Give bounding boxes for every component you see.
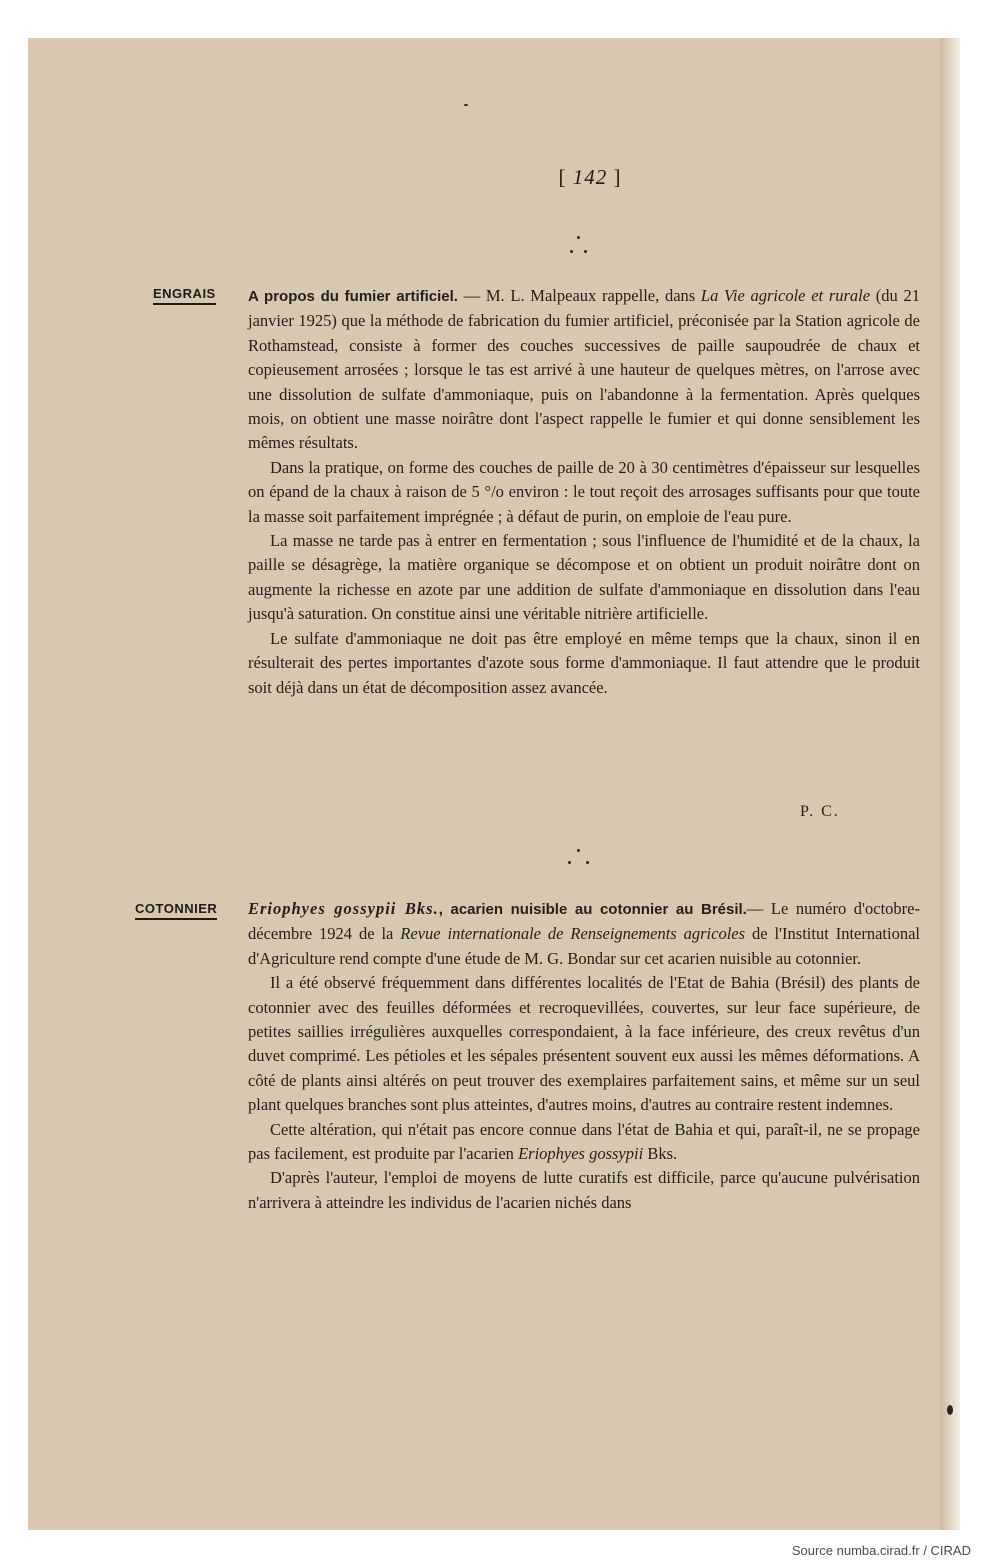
ink-speck xyxy=(947,1405,953,1415)
section-label-cotonnier: COTONNIER xyxy=(135,901,217,920)
engrais-paragraph-2: Dans la pratique, on forme des couches de paille de 20 à 30 centimètres d'épaisseur sur lesquelles on épand de la chaux à raison de 5 °/o environ : le tout reçoit des arrosages suffisants pour que toute la masse soit parfaitement imprégnée ; à défaut de purin, on emploie de l'eau pure. xyxy=(248,457,920,526)
ink-speck xyxy=(464,104,468,106)
engrais-title: A propos du fumier artificiel. xyxy=(248,288,458,305)
engrais-journal: La Vie agricole et rurale xyxy=(700,286,871,305)
cotonnier-article xyxy=(248,897,920,1215)
engrais-signature: P. C. xyxy=(800,803,840,820)
scan-margin xyxy=(0,0,28,1566)
section-label-engrais: ENGRAIS xyxy=(153,286,216,305)
cotonnier-species-title: Eriophyes gossypii Bks. xyxy=(248,899,439,918)
page-number-open-bracket: [ xyxy=(558,165,567,189)
paper-page xyxy=(28,38,940,1530)
page-number xyxy=(545,165,635,190)
cotonnier-p3-start: Cette altération, qui n'était pas encore connue dans l'état de Bahia et qui, paraît-il, ne se propage pas facilement, est produite par l'acarien xyxy=(248,1119,920,1164)
cotonnier-p3-end: Bks. xyxy=(643,1144,678,1164)
cotonnier-journal: Revue internationale de Renseignements agricoles xyxy=(400,924,746,944)
cotonnier-paragraph-3 xyxy=(248,1118,920,1167)
asterism-top xyxy=(568,236,608,260)
cotonnier-paragraph-1 xyxy=(248,897,920,971)
engrais-paragraph-1 xyxy=(248,284,920,456)
cotonnier-p3-species: Eriophyes gossypii xyxy=(518,1144,644,1164)
engrais-lead-rest: (du 21 janvier 1925) que la méthode de fabrication du fumier artificiel, préconisée par la Station agricole de Rothamstead, consiste à former des couches successives de paille saupoudrée de chaux et copieusement arrosées ; lorsque le tas est arrivé à une hauteur de quelques mètres, on l'arrose avec une dissolution de sulfate d'ammoniaque, puis on l'abandonne à la fermentation. Après quelques mois, on obtient une masse noirâtre dont l'aspect rappelle le fumier et qui donne sensiblement les mêmes résultats. xyxy=(248,286,920,453)
engrais-paragraph-3: La masse ne tarde pas à entrer en fermentation ; sous l'influence de l'humidité et de la chaux, la paille se désagrège, la matière organique se décompose et on obtient un produit noirâtre dont on augmente la richesse en azote par une addition de sulfate d'ammoniaque en dissolution dans l'eau jusqu'à saturation. On constitue ainsi une véritable nitrière artificielle. xyxy=(248,531,920,624)
page-number-close-bracket: ] xyxy=(613,165,622,189)
page-edge xyxy=(940,38,960,1530)
cotonnier-paragraph-4: D'après l'auteur, l'emploi de moyens de lutte curatifs est difficile, parce qu'aucune pulvérisation n'arrivera à atteindre les individus de l'acarien nichés dans xyxy=(248,1168,920,1212)
page-number-value: 142 xyxy=(572,165,608,189)
cotonnier-lead: — Le numéro d'octobre-décembre 1924 de la xyxy=(248,899,920,944)
asterism-middle xyxy=(566,849,606,873)
engrais-article xyxy=(248,284,920,700)
cotonnier-title: , acarien nuisible au cotonnier au Brésil. xyxy=(438,901,747,918)
engrais-paragraph-4: Le sulfate d'ammoniaque ne doit pas être employé en même temps que la chaux, sinon il en résulterait des pertes importantes d'azote sous forme d'ammoniaque. Il faut attendre que le produit soit déjà dans un état de décomposition assez avancée. xyxy=(248,628,920,697)
engrais-lead: — M. L. Malpeaux rappelle, dans xyxy=(457,286,701,305)
cotonnier-lead-rest: de l'Institut International d'Agriculture rend compte d'une étude de M. G. Bondar sur cet acarien nuisible au cotonnier. xyxy=(248,924,921,968)
cotonnier-paragraph-2: Il a été observé fréquemment dans différentes localités de l'Etat de Bahia (Brésil) des plants de cotonnier avec des feuilles déformées et recroquevillées, couvertes, sur leur face supérieure, de petites saillies irrégulières auxquelles correspondaient, à la face inférieure, des creux revêtus d'un duvet comprimé. Les pétioles et les sépales présentent souvent eux aussi les mêmes déformations. A côté de plants ainsi altérés on peut trouver des exemplaires parfaitement sains, et même sur un seul plant quelques branches sont plus atteintes, d'autres moins, d'autres au contraire restent indemnes. xyxy=(248,973,920,1115)
source-credit: Source numba.cirad.fr / CIRAD xyxy=(791,1543,971,1558)
